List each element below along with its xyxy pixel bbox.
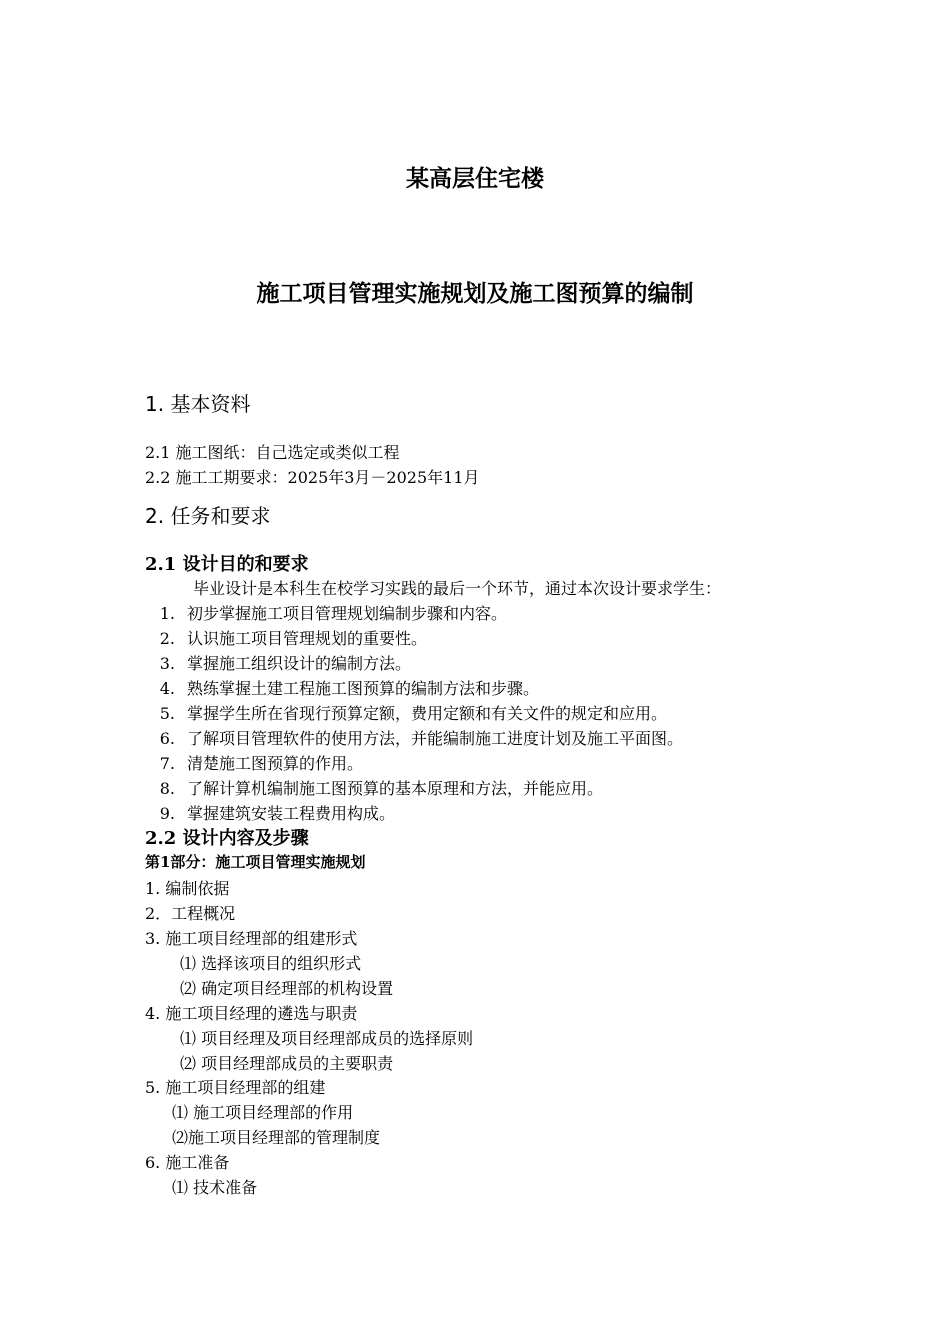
list-item (145, 701, 667, 724)
list-item-text: 熟练掌握土建工程施工图预算的编制方法和步骤。 (187, 679, 540, 698)
list-item-number: 1. (159, 604, 175, 623)
list-item-number: 2. (159, 629, 175, 648)
outline-subline: ⑵ 确定项目经理部的机构设置 (180, 979, 394, 998)
list-item-text: 掌握建筑安装工程费用构成。 (187, 804, 396, 823)
outline-subline: ⑴ 项目经理及项目经理部成员的选择原则 (180, 1029, 474, 1048)
list-item-text: 了解计算机编制施工图预算的基本原理和方法，并能应用。 (187, 779, 604, 798)
outline-subline: ⑵ 项目经理部成员的主要职责 (180, 1054, 394, 1073)
outline-subline: ⑴ 选择该项目的组织形式 (180, 954, 362, 973)
list-item (145, 601, 507, 624)
list-item (145, 751, 363, 774)
list-item (145, 726, 683, 749)
list-item-text: 掌握学生所在省现行预算定额，费用定额和有关文件的规定和应用。 (187, 704, 668, 723)
doc-title-line1: 某高层住宅楼 (406, 166, 544, 192)
basic-info-line: 2.2 施工工期要求：2025年3月－2025年11月 (145, 468, 480, 487)
list-item-text: 初步掌握施工项目管理规划编制步骤和内容。 (187, 604, 508, 623)
subsection-heading-purpose: 2.1 设计目的和要求 (145, 554, 309, 575)
outline-subline: ⑵施工项目经理部的管理制度 (172, 1128, 381, 1147)
outline-subline: ⑴ 施工项目经理部的作用 (172, 1103, 354, 1122)
list-item-number: 4. (159, 679, 175, 698)
outline-line: 5. 施工项目经理部的组建 (145, 1078, 326, 1097)
list-item-text: 了解项目管理软件的使用方法，并能编制施工进度计划及施工平面图。 (187, 729, 684, 748)
intro-paragraph: 毕业设计是本科生在校学习实践的最后一个环节，通过本次设计要求学生： (193, 579, 722, 598)
list-item-number: 9. (159, 804, 175, 823)
outline-line: 6. 施工准备 (145, 1153, 230, 1172)
outline-line: 2．工程概况 (145, 904, 236, 923)
list-item-number: 3. (159, 654, 175, 673)
list-item-text: 掌握施工组织设计的编制方法。 (187, 654, 412, 673)
section-heading-tasks: 2. 任务和要求 (145, 504, 271, 528)
list-item-number: 5. (159, 704, 175, 723)
outline-line: 1. 编制依据 (145, 879, 230, 898)
list-item (145, 776, 603, 799)
outline-line: 4. 施工项目经理的遴选与职责 (145, 1004, 358, 1023)
part1-heading: 第1部分：施工项目管理实施规划 (145, 853, 366, 871)
list-item-number: 6. (159, 729, 175, 748)
list-item-number: 8. (159, 779, 175, 798)
section-heading-basic-info: 1. 基本资料 (145, 392, 251, 416)
list-item (145, 676, 539, 699)
list-item-text: 清楚施工图预算的作用。 (187, 754, 364, 773)
doc-title-line2: 施工项目管理实施规划及施工图预算的编制 (256, 281, 694, 307)
list-item-text: 认识施工项目管理规划的重要性。 (187, 629, 428, 648)
basic-info-line: 2.1 施工图纸：自己选定或类似工程 (145, 443, 400, 462)
subsection-heading-content: 2.2 设计内容及步骤 (145, 828, 309, 849)
outline-subline: ⑴ 技术准备 (172, 1178, 258, 1197)
list-item (145, 626, 427, 649)
outline-line: 3. 施工项目经理部的组建形式 (145, 929, 358, 948)
list-item (145, 651, 411, 674)
list-item-number: 7. (159, 754, 175, 773)
list-item (145, 801, 395, 824)
